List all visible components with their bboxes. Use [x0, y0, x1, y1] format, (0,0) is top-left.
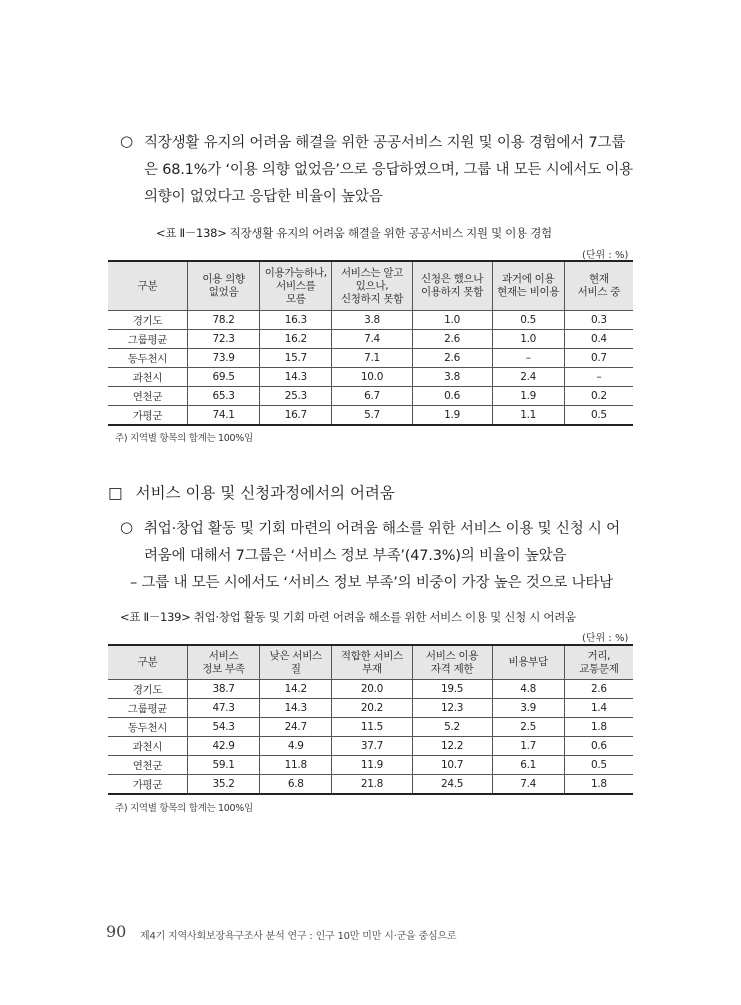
- table-cell: 20.2: [332, 699, 412, 718]
- column-header-line: 정보 부족: [202, 662, 245, 675]
- column-header: [332, 645, 412, 680]
- table-cell: 3.8: [412, 368, 492, 387]
- table-cell: 16.7: [260, 406, 332, 426]
- table-cell: 7.4: [332, 330, 412, 349]
- table-cell: 3.9: [492, 699, 564, 718]
- table-cell: 24.7: [260, 718, 332, 737]
- table-cell: 1.1: [492, 406, 564, 426]
- table-cell: 14.3: [260, 699, 332, 718]
- table-cell: 69.5: [187, 368, 259, 387]
- paragraph-line: 은 68.1%가 ‘이용 의향 없었음’으로 응답하였으며, 그룹 내 모든 시에서도 이용: [144, 162, 633, 178]
- bullet-circle: ○: [120, 132, 134, 150]
- table-cell: 10.0: [332, 368, 412, 387]
- table-cell: 37.7: [332, 737, 412, 756]
- section-title: 서비스 이용 및 신청과정에서의 어려움: [135, 484, 395, 502]
- table-cell: 15.7: [260, 349, 332, 368]
- paragraph-line: 직장생활 유지의 어려움 해결을 위한 공공서비스 지원 및 이용 경험에서 7그룹: [144, 135, 626, 151]
- column-header: [108, 261, 187, 311]
- section-heading: [108, 481, 395, 503]
- column-header: [564, 645, 633, 680]
- table-cell: 16.3: [260, 311, 332, 330]
- column-header-line: 서비스 중: [577, 286, 621, 298]
- table-cell: 0.2: [564, 387, 633, 406]
- column-header-line: 서비스를: [276, 279, 316, 292]
- column-header: [492, 645, 564, 680]
- column-header-line: 자격 제한: [430, 662, 474, 675]
- column-header-line: 과거에 이용: [502, 273, 555, 285]
- column-header-line: 서비스는 알고: [340, 266, 404, 279]
- column-header-line: 신청은 했으나: [421, 273, 484, 285]
- table-cell: 5.7: [332, 406, 412, 426]
- footer-title: 제4기 지역사회보장욕구조사 분석 연구 : 인구 10만 미만 시·군을 중심으로: [140, 931, 457, 942]
- table-cell: 59.1: [187, 756, 259, 775]
- column-header: [412, 261, 492, 311]
- table-cell: 14.3: [260, 368, 332, 387]
- row-label: 가평군: [108, 406, 187, 426]
- column-header-line: 서비스 이용: [425, 649, 479, 662]
- table-cell: 2.4: [492, 368, 564, 387]
- column-header-line: 비용부담: [508, 656, 548, 668]
- table-row: [108, 699, 633, 718]
- paragraph-1: [144, 130, 654, 211]
- table-cell: 47.3: [187, 699, 259, 718]
- column-header-line: 질: [290, 662, 301, 675]
- table-cell: 25.3: [260, 387, 332, 406]
- table-cell: 4.8: [492, 680, 564, 699]
- row-label: 경기도: [108, 680, 187, 699]
- table-cell: 2.6: [412, 349, 492, 368]
- row-label: 동두천시: [108, 718, 187, 737]
- row-label: 동두천시: [108, 349, 187, 368]
- table-cell: 65.3: [187, 387, 259, 406]
- paragraph-2: [144, 516, 654, 570]
- table-cell: 6.7: [332, 387, 412, 406]
- table-unit: (단위 : %): [582, 633, 629, 644]
- column-header-line: 교통문제: [579, 662, 619, 675]
- table-row: [108, 756, 633, 775]
- table-cell: 1.8: [564, 718, 633, 737]
- column-header-line: 모름: [285, 292, 306, 305]
- table-cell: 21.8: [332, 775, 412, 795]
- table-cell: 72.3: [187, 330, 259, 349]
- table-cell: 5.2: [412, 718, 492, 737]
- table-cell: 11.5: [332, 718, 412, 737]
- table-cell: 12.3: [412, 699, 492, 718]
- table-unit: (단위 : %): [582, 250, 629, 261]
- column-header-line: 현재: [589, 273, 609, 285]
- table-row: [108, 680, 633, 699]
- column-header-line: 이용가능하나,: [264, 266, 327, 279]
- table-cell: 14.2: [260, 680, 332, 699]
- paragraph-line: 취업·창업 활동 및 기회 마련의 어려움 해소를 위한 서비스 이용 및 신청 시 어: [144, 521, 620, 537]
- table-cell: 2.5: [492, 718, 564, 737]
- table-cell: 54.3: [187, 718, 259, 737]
- column-header-line: 이용 의향: [202, 273, 245, 285]
- table-cell: 42.9: [187, 737, 259, 756]
- table-note: 주) 지역별 항목의 합계는 100%임: [115, 433, 253, 444]
- column-header-line: 적합한 서비스: [340, 649, 403, 662]
- column-header: [260, 261, 332, 311]
- table-cell: 7.1: [332, 349, 412, 368]
- column-header-line: 구분: [137, 279, 158, 292]
- table-cell: 74.1: [187, 406, 259, 426]
- column-header-line: 낮은 서비스: [269, 649, 322, 662]
- table-row: [108, 737, 633, 756]
- table-cell: 1.0: [492, 330, 564, 349]
- table-cell: 24.5: [412, 775, 492, 795]
- table-row: [108, 406, 633, 426]
- table-cell: 4.9: [260, 737, 332, 756]
- table-cell: 1.7: [492, 737, 564, 756]
- table-cell: 0.4: [564, 330, 633, 349]
- column-header-line: 있으나,: [355, 279, 389, 292]
- table-cell: –: [564, 368, 633, 387]
- table-cell: 73.9: [187, 349, 259, 368]
- column-header-line: 신청하지 못함: [340, 292, 404, 305]
- table-cell: 1.8: [564, 775, 633, 795]
- table-cell: 35.2: [187, 775, 259, 795]
- table-cell: 2.6: [564, 680, 633, 699]
- dash-line: – 그룹 내 모든 시에서도 ‘서비스 정보 부족’의 비중이 가장 높은 것으로 나타남: [130, 575, 613, 591]
- section-bullet: □: [108, 484, 123, 502]
- table-row: [108, 387, 633, 406]
- table-row: [108, 368, 633, 387]
- row-label: 가평군: [108, 775, 187, 795]
- table-caption: <표 Ⅱ－138> 직장생활 유지의 어려움 해결을 위한 공공서비스 지원 및 이용 경험: [156, 226, 552, 240]
- data-table: [108, 260, 633, 426]
- table-row: [108, 349, 633, 368]
- table-cell: 12.2: [412, 737, 492, 756]
- column-header-line: 현재는 비이용: [497, 286, 560, 298]
- table-row: [108, 311, 633, 330]
- column-header: [187, 645, 259, 680]
- table-cell: 38.7: [187, 680, 259, 699]
- table-header-row: [108, 645, 633, 680]
- table-cell: 16.2: [260, 330, 332, 349]
- row-label: 과천시: [108, 737, 187, 756]
- column-header: [412, 645, 492, 680]
- column-header: [260, 645, 332, 680]
- table-cell: 6.8: [260, 775, 332, 795]
- table-caption: <표 Ⅱ－139> 취업·창업 활동 및 기회 마련 어려움 해소를 위한 서비스 이용 및 신청 시 어려움: [120, 610, 576, 624]
- table-cell: 1.0: [412, 311, 492, 330]
- paragraph-line: 려움에 대해서 7그룹은 ‘서비스 정보 부족’(47.3%)의 비율이 높았음: [144, 548, 567, 564]
- row-label: 경기도: [108, 311, 187, 330]
- table-cell: 0.5: [564, 756, 633, 775]
- table-cell: 0.6: [412, 387, 492, 406]
- column-header-line: 이용하지 못함: [421, 286, 484, 298]
- table-cell: 78.2: [187, 311, 259, 330]
- table-cell: 0.5: [564, 406, 633, 426]
- table-cell: 7.4: [492, 775, 564, 795]
- column-header-line: 없었음: [208, 286, 239, 298]
- table-cell: –: [492, 349, 564, 368]
- data-table: [108, 644, 633, 795]
- paragraph-line: 의향이 없었다고 응답한 비율이 높았음: [144, 189, 383, 205]
- table-cell: 11.8: [260, 756, 332, 775]
- table-cell: 1.4: [564, 699, 633, 718]
- table-cell: 0.6: [564, 737, 633, 756]
- row-label: 그룹평균: [108, 699, 187, 718]
- column-header: [332, 261, 412, 311]
- table-cell: 0.7: [564, 349, 633, 368]
- table-row: [108, 718, 633, 737]
- table-cell: 1.9: [492, 387, 564, 406]
- column-header: [108, 645, 187, 680]
- row-label: 연천군: [108, 387, 187, 406]
- column-header-line: 구분: [137, 656, 158, 668]
- table-cell: 0.5: [492, 311, 564, 330]
- table-note: 주) 지역별 항목의 합계는 100%임: [115, 803, 253, 814]
- table-row: [108, 330, 633, 349]
- column-header: [564, 261, 633, 311]
- column-header-line: 부재: [362, 662, 382, 675]
- table-cell: 3.8: [332, 311, 412, 330]
- table-cell: 11.9: [332, 756, 412, 775]
- column-header: [187, 261, 259, 311]
- table-cell: 1.9: [412, 406, 492, 426]
- row-label: 그룹평균: [108, 330, 187, 349]
- row-label: 과천시: [108, 368, 187, 387]
- table-cell: 19.5: [412, 680, 492, 699]
- bullet-circle: ○: [120, 518, 134, 536]
- table-cell: 2.6: [412, 330, 492, 349]
- table-cell: 0.3: [564, 311, 633, 330]
- table-cell: 6.1: [492, 756, 564, 775]
- column-header-line: 거리,: [587, 649, 611, 662]
- table-header-row: [108, 261, 633, 311]
- table-cell: 10.7: [412, 756, 492, 775]
- column-header: [492, 261, 564, 311]
- row-label: 연천군: [108, 756, 187, 775]
- page-number: 90: [106, 922, 127, 941]
- table-cell: 20.0: [332, 680, 412, 699]
- table-row: [108, 775, 633, 795]
- column-header-line: 서비스: [208, 649, 239, 662]
